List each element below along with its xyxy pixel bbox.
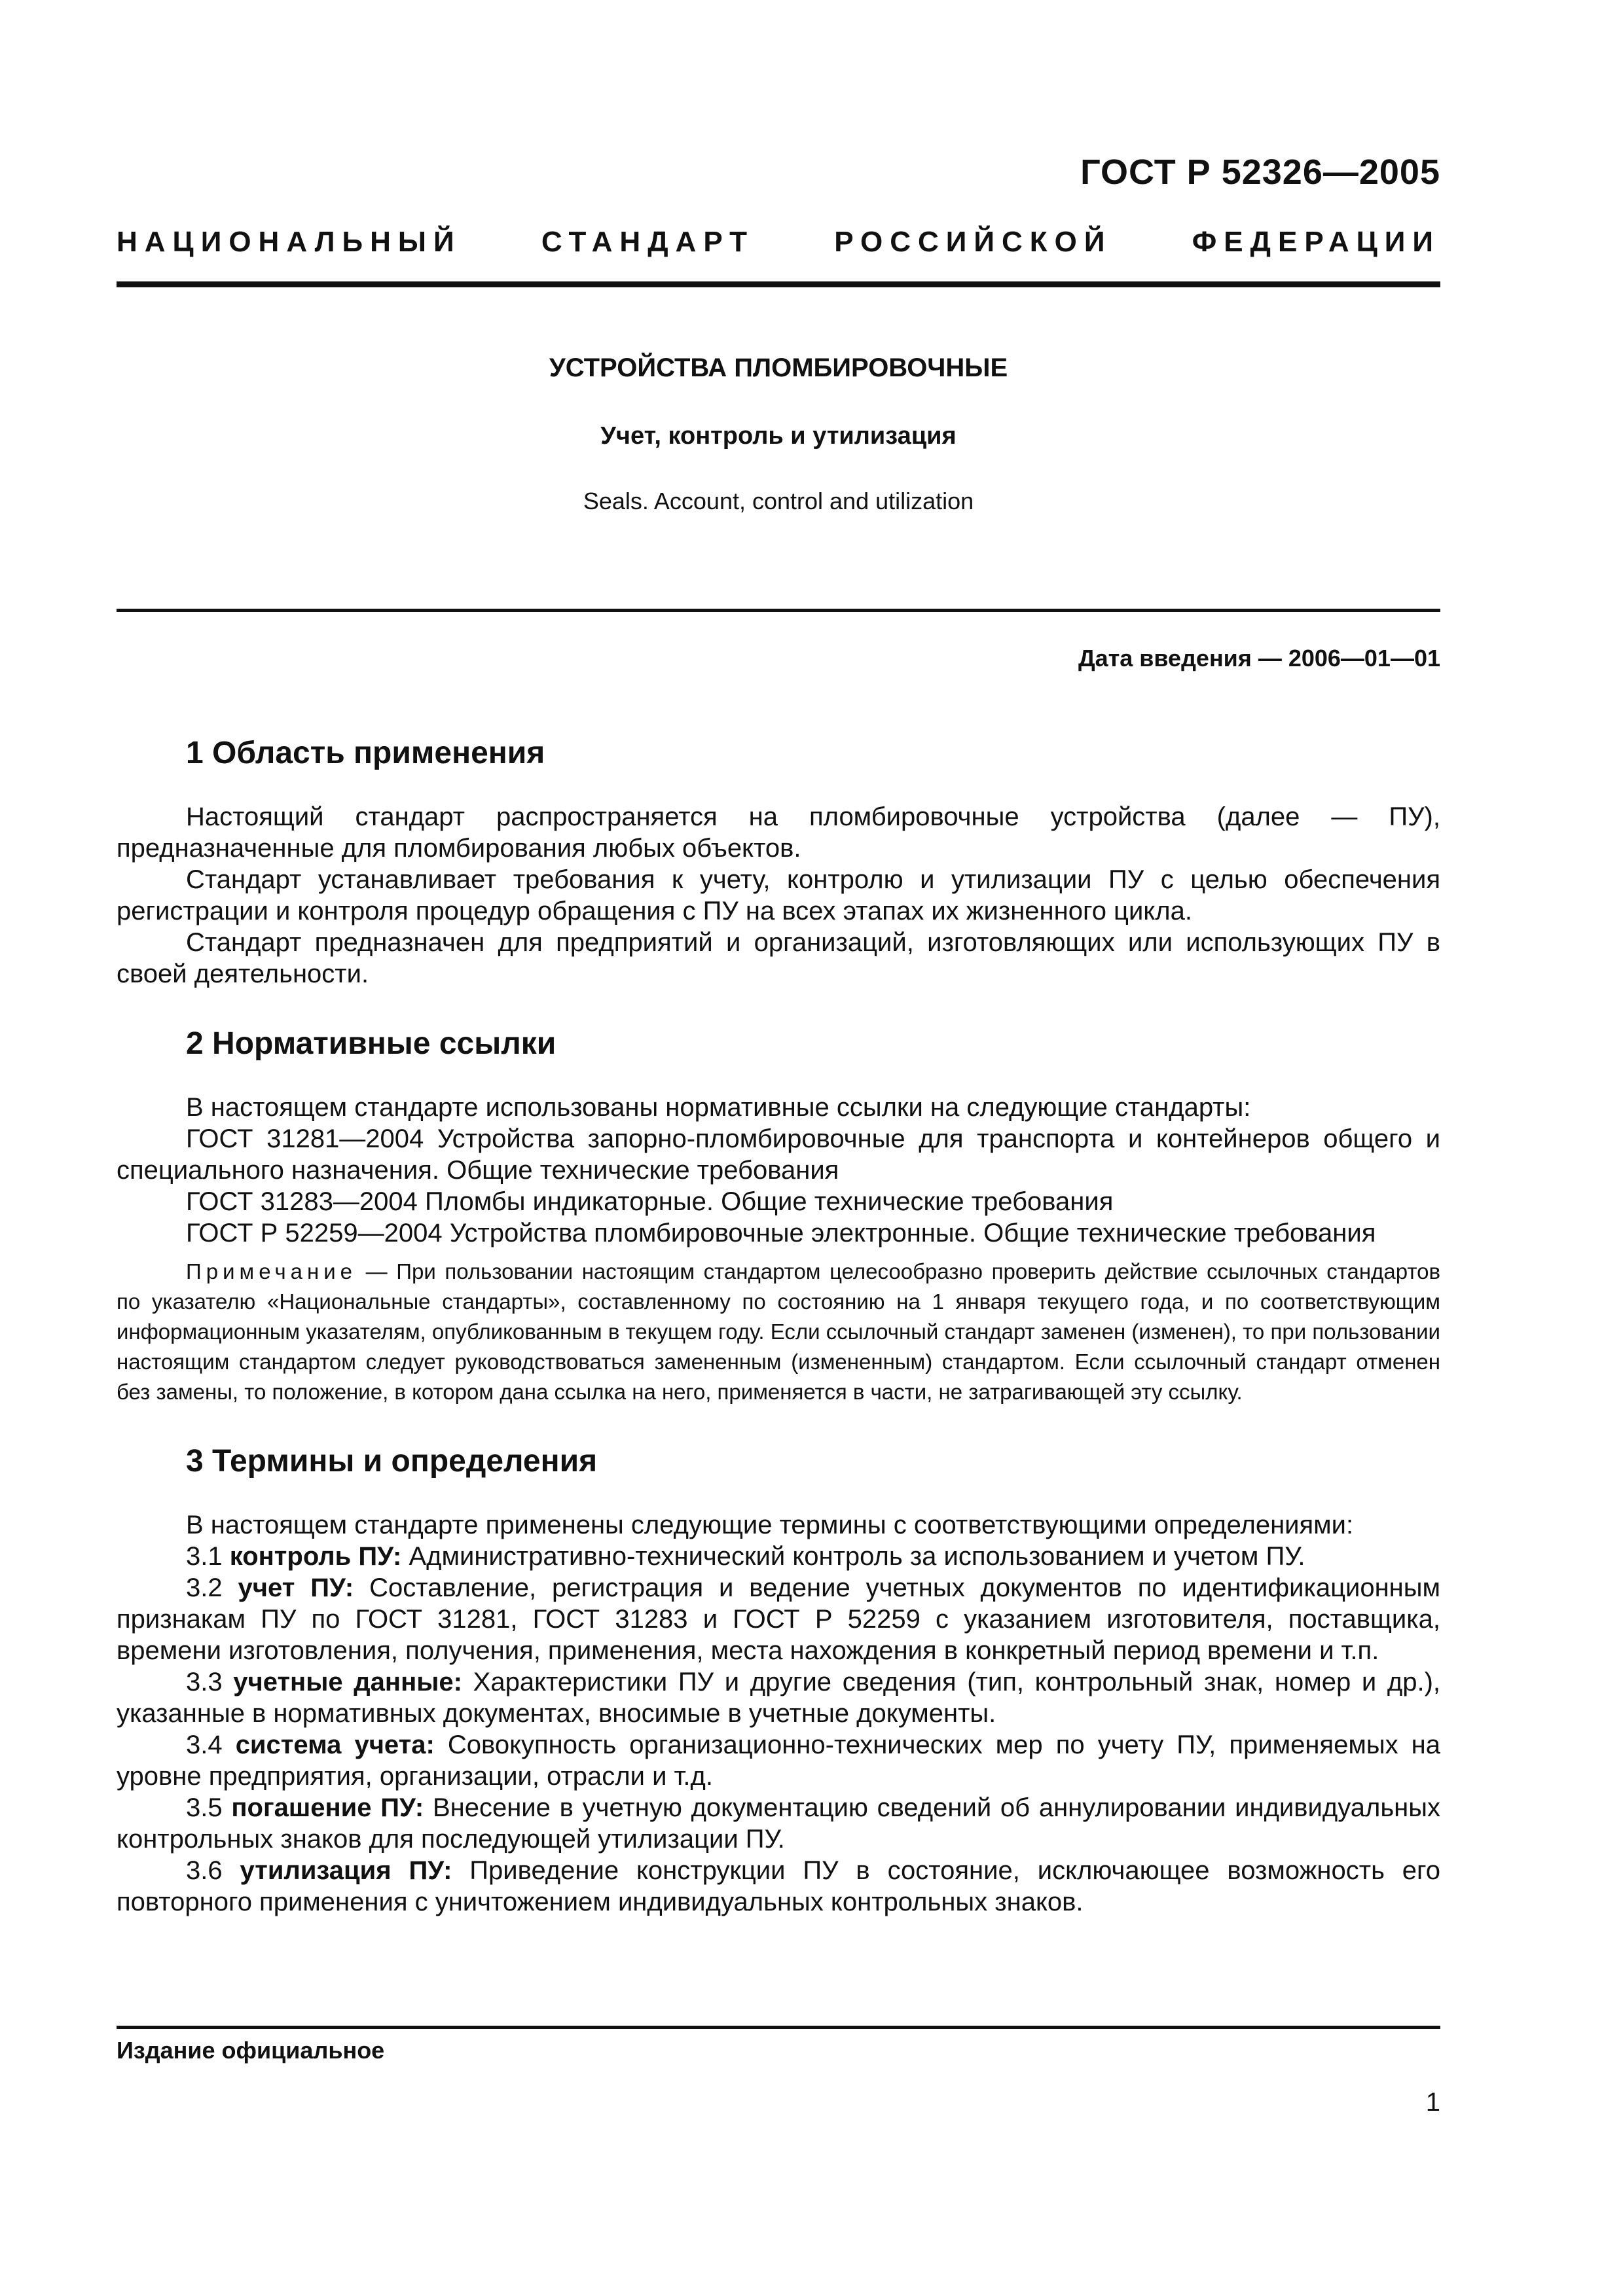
banner-word: РОССИЙСКОЙ xyxy=(834,226,1112,258)
reference-item: ГОСТ 31283—2004 Пломбы индикаторные. Общие технические требования xyxy=(186,1187,1114,1216)
document-title: УСТРОЙСТВА ПЛОМБИРОВОЧНЫЕ xyxy=(549,353,1008,382)
section-normative-references xyxy=(117,1016,1440,1407)
page-number: 1 xyxy=(1425,2088,1440,2117)
term-definition xyxy=(117,1541,1440,1572)
english-title: Seals. Account, control and utilization xyxy=(583,488,974,514)
term-number: 3.6 xyxy=(186,1856,240,1885)
term-text: Административно-технический контроль за использованием и учетом ПУ. xyxy=(401,1542,1305,1571)
banner-word: НАЦИОНАЛЬНЫЙ xyxy=(117,226,462,258)
note-label: Примечание xyxy=(186,1259,357,1283)
term-text: Характеристики ПУ и другие сведения (тип, контрольный знак, номер и др.), указанные в нормативных документах, вносимые в учетные документы. xyxy=(117,1668,1441,1728)
term-definition xyxy=(117,1729,1440,1792)
term-name: погашение ПУ: xyxy=(231,1793,424,1822)
document-code: ГОСТ Р 52326—2005 xyxy=(1080,152,1440,192)
term-text: Составление, регистрация и ведение учетных документов по идентификационным признакам ПУ по ГОСТ 31281, ГОСТ 31283 и ГОСТ Р 52259 с указанием изготовителя, поставщика, времени изготовления, получения, применения, места нахождения в конкретный период времени и т.п. xyxy=(117,1573,1441,1665)
paragraph: Стандарт устанавливает требования к учету, контролю и утилизации ПУ с целью обеспечения регистрации и контроля процедур обращения с ПУ на всех этапах их жизненного цикла. xyxy=(117,865,1440,925)
edition-label: Издание официальное xyxy=(117,2037,385,2064)
introduction-date: Дата введения — 2006—01—01 xyxy=(1078,645,1440,672)
title-divider xyxy=(117,609,1440,612)
term-number: 3.4 xyxy=(186,1731,236,1759)
term-text: Приведение конструкции ПУ в состояние, исключающее возможность его повторного применения с уничтожением индивидуальных контрольных знаков. xyxy=(117,1856,1441,1916)
term-name: учетные данные: xyxy=(233,1668,462,1696)
paragraph: В настоящем стандарте применены следующие термины с соответствующими определениями: xyxy=(186,1511,1354,1539)
document-body xyxy=(117,725,1440,1918)
term-number: 3.2 xyxy=(186,1573,238,1602)
section-terms xyxy=(117,1433,1440,1918)
national-standard-banner xyxy=(117,226,1440,259)
header-divider xyxy=(117,281,1440,287)
section-scope xyxy=(117,725,1440,990)
term-definition xyxy=(117,1855,1440,1918)
term-definition xyxy=(117,1666,1440,1729)
term-name: система учета: xyxy=(235,1731,435,1759)
banner-word: ФЕДЕРАЦИИ xyxy=(1192,226,1440,258)
section-heading: 2 Нормативные ссылки xyxy=(186,1026,556,1061)
section-heading: 3 Термины и определения xyxy=(186,1444,598,1479)
term-name: контроль ПУ: xyxy=(229,1542,402,1571)
term-text: Внесение в учетную документацию сведений об аннулировании индивидуальных контрольных знаков для последующей утилизации ПУ. xyxy=(117,1793,1441,1854)
paragraph: Стандарт предназначен для предприятий и организаций, изготовляющих или использующих ПУ в своей деятельности. xyxy=(117,928,1440,988)
document-subtitle: Учет, контроль и утилизация xyxy=(600,422,957,450)
note xyxy=(117,1257,1440,1407)
note-text: — При пользовании настоящим стандартом целесообразно проверить действие ссылочных стандартов по указателю «Национальные стандарты», составленному по состоянию на 1 января текущего года, и по соответствующим информационным указателям, опубликованным в текущем году. Если ссылочный стандарт заменен (изменен), то при пользовании настоящим стандартом следует руководствоваться замененным (измененным) стандартом. Если ссылочный стандарт отменен без замены, то положение, в котором дана ссылка на него, применяется в части, не затрагивающей эту ссылку. xyxy=(117,1259,1440,1404)
term-name: учет ПУ: xyxy=(238,1573,354,1602)
term-definition xyxy=(117,1792,1440,1855)
paragraph: Настоящий стандарт распространяется на пломбировочные устройства (далее — ПУ), предназначенные для пломбирования любых объектов. xyxy=(117,802,1440,863)
paragraph: В настоящем стандарте использованы нормативные ссылки на следующие стандарты: xyxy=(186,1093,1251,1122)
section-heading: 1 Область применения xyxy=(186,736,545,770)
term-number: 3.5 xyxy=(186,1793,232,1822)
term-number: 3.1 xyxy=(186,1542,230,1571)
term-name: утилизация ПУ: xyxy=(240,1856,452,1885)
footer-divider xyxy=(117,2026,1440,2029)
term-number: 3.3 xyxy=(186,1668,234,1696)
term-definition xyxy=(117,1572,1440,1666)
reference-item: ГОСТ Р 52259—2004 Устройства пломбировочные электронные. Общие технические требования xyxy=(186,1219,1376,1247)
term-text: Совокупность организационно-технических мер по учету ПУ, применяемых на уровне предприятия, организации, отрасли и т.д. xyxy=(117,1731,1440,1791)
reference-item: ГОСТ 31281—2004 Устройства запорно-пломбировочные для транспорта и контейнеров общего и специального назначения. Общие технические требования xyxy=(117,1124,1440,1185)
banner-word: СТАНДАРТ xyxy=(541,226,754,258)
